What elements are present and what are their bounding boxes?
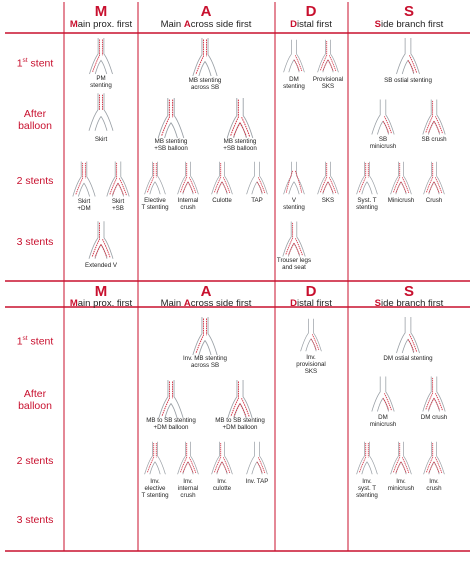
syst-t-diagram-icon: [354, 160, 380, 196]
mb-sb-dm-balloon-1-label-line-0: MB to SB stenting: [146, 417, 196, 424]
inv-syst-t-diagram-icon: [354, 440, 380, 476]
inv-internal-crush-label: [178, 479, 198, 500]
mb-sb-balloon-2-diagram-icon: [224, 98, 256, 138]
inv-syst-t-label: [356, 479, 378, 500]
v-label: [283, 198, 305, 212]
col-s-sub-rest-2: ide branch first: [381, 298, 444, 309]
sb-crush-label: [421, 137, 446, 144]
v-label-line-1: stenting: [283, 203, 305, 211]
inv-minicrush-diagram-icon: [388, 440, 414, 476]
trouser-diagram-icon: [280, 220, 308, 258]
inv-minicrush-label: [388, 479, 414, 493]
inv-prov-sks-label-line-0: Inv.: [306, 354, 316, 361]
row-label-2-stents-2: 2 stents: [16, 455, 54, 467]
skirt-sb-label-line-0: Skirt: [111, 198, 125, 205]
inv-mb-across-sb-label-line-0: Inv. MB stenting: [183, 355, 227, 362]
dm-stenting-label-line-1: stenting: [283, 82, 305, 90]
inv-prov-sks-diagram-icon: [298, 317, 324, 353]
crush-label: [426, 198, 443, 205]
elective-t-label-line-0: Elective: [144, 197, 166, 204]
sb-minicrush-label-line-0: SB: [378, 136, 388, 143]
pm-stenting-label: [90, 76, 112, 90]
col-header-s-sub-2: [375, 299, 444, 309]
inv-minicrush-label-line-0: Inv.: [396, 478, 406, 485]
inv-elective-t-label-line-0: Inv.: [150, 478, 160, 485]
inv-mb-across-sb-label-line-1: across SB: [190, 361, 220, 369]
dm-ostial-diagram-icon: [392, 317, 424, 353]
inv-elective-t-label: [141, 479, 168, 500]
row-label-1-stent: [17, 58, 54, 69]
crush-label-line-0: Crush: [425, 197, 443, 204]
mb-sb-dm-balloon-2-label-line-1: +DM balloon: [222, 423, 258, 431]
inv-crush-label: [426, 479, 441, 493]
sb-minicrush-label-line-1: minicrush: [369, 142, 397, 150]
col-header-s-letter-2: S: [403, 283, 415, 300]
inv-tap-label-line-0: Inv. TAP: [245, 478, 269, 485]
mb-sb-dm-balloon-1-diagram-icon: [155, 380, 187, 418]
col-a-sub-letter: A: [183, 19, 191, 30]
inv-syst-t-label-line-2: stenting: [356, 491, 378, 499]
sb-crush-diagram-icon: [420, 98, 448, 136]
row1b-base: 1: [16, 335, 23, 348]
col-a-sub-rest: cross side first: [190, 19, 252, 30]
sks-label-line-0: SKS: [321, 197, 335, 204]
mb-sb-dm-balloon-1-label: [146, 418, 196, 432]
elective-t-label: [141, 198, 168, 212]
sb-minicrush-diagram-icon: [369, 98, 397, 136]
extended-v-label-line-0: Extended V: [85, 262, 117, 269]
dm-stenting-label: [283, 77, 305, 91]
mb-sb-dm-balloon-2-label-line-0: MB to SB stenting: [215, 417, 265, 424]
extended-v-label: [85, 263, 117, 270]
col-header-s-sub: [375, 20, 444, 30]
culotte-label: [212, 198, 232, 205]
col-s-sub-letter: S: [374, 19, 382, 30]
v-label-line-0: V: [291, 197, 297, 204]
inv-culotte-label: [213, 479, 231, 493]
tap-label-line-0: TAP: [251, 197, 263, 204]
col-header-s-letter: S: [403, 3, 415, 20]
dm-minicrush-diagram-icon: [369, 375, 397, 413]
col-header-d-sub: [290, 20, 332, 30]
dm-ostial-label: [383, 356, 432, 363]
mb-sb-balloon-label-line-0: MB stenting: [154, 138, 188, 145]
syst-t-label: [356, 198, 378, 212]
inv-culotte-diagram-icon: [209, 440, 235, 476]
mb-sb-balloon-label: [154, 139, 188, 153]
crush-diagram-icon: [421, 160, 447, 196]
v-diagram-icon: [281, 160, 307, 196]
dm-stenting-diagram-icon: [281, 38, 307, 74]
col-header-a-sub: [161, 20, 252, 30]
inv-elective-t-diagram-icon: [142, 440, 168, 476]
dm-crush-label-line-0: DM crush: [420, 414, 448, 421]
dm-ostial-label-line-0: DM ostial stenting: [383, 355, 433, 362]
row-label-3-stents: 3 stents: [16, 236, 54, 248]
col-header-a-letter-2: A: [200, 283, 212, 300]
mb-sb-balloon-2-label-line-0: MB stenting: [223, 138, 257, 145]
mb-stenting-across-sb-label-line-1: across SB: [190, 83, 220, 91]
trouser-label-line-0: Trouser legs: [276, 257, 312, 264]
skirt-label-line-0: Skirt: [94, 136, 108, 143]
inv-elective-t-label-line-2: T stenting: [141, 491, 169, 499]
inv-internal-crush-label-line-2: crush: [180, 491, 196, 499]
internal-crush-label-line-1: crush: [180, 203, 196, 211]
dm-stenting-label-line-0: DM: [289, 76, 299, 83]
mb-stenting-across-sb-diagram-icon: [188, 38, 222, 76]
col-d-sub-letter-2: D: [290, 298, 298, 309]
col-header-d-sub-2: [290, 299, 332, 309]
inv-crush-diagram-icon: [421, 440, 447, 476]
col-s-sub-rest: ide branch first: [381, 19, 444, 30]
col-header-m-letter: M: [94, 3, 108, 20]
sb-crush-label-line-0: SB crush: [421, 136, 447, 143]
extended-v-diagram-icon: [86, 220, 116, 260]
provisional-sks-label-line-0: Provisional: [312, 76, 344, 83]
mb-stenting-across-sb-label: [189, 78, 222, 92]
mb-sb-dm-balloon-2-diagram-icon: [224, 380, 256, 418]
col-a-sub-pre: Main: [160, 19, 184, 30]
syst-t-label-line-0: Syst. T: [357, 197, 377, 204]
sb-minicrush-label: [370, 137, 396, 151]
trouser-label: [277, 258, 311, 272]
inv-syst-t-label-line-0: Inv.: [362, 478, 372, 485]
skirt-dm-label-line-0: Skirt: [77, 198, 91, 205]
row1-tail: stent: [27, 57, 54, 70]
inv-prov-sks-label-line-2: SKS: [304, 367, 318, 375]
inv-mb-across-sb-label: [183, 356, 227, 370]
row-label-after-balloon: [18, 108, 52, 132]
mb-sb-balloon-2-label: [223, 139, 257, 153]
inv-crush-label-line-0: Inv.: [429, 478, 439, 485]
inv-internal-crush-diagram-icon: [175, 440, 201, 476]
skirt-sb-diagram-icon: [104, 160, 132, 198]
inv-minicrush-label-line-1: minicrush: [387, 484, 415, 492]
col-header-d-letter: D: [305, 3, 317, 20]
tap-diagram-icon: [244, 160, 270, 196]
elective-t-diagram-icon: [142, 160, 168, 196]
provisional-sks-label-line-1: SKS: [321, 82, 335, 90]
mb-sb-balloon-2-label-line-1: +SB balloon: [223, 144, 257, 152]
inv-culotte-label-line-1: culotte: [212, 484, 232, 492]
col-d-sub-letter: D: [290, 19, 298, 30]
sks-diagram-icon: [315, 160, 341, 196]
tap-label: [251, 198, 263, 205]
skirt-diagram-icon: [86, 92, 116, 132]
skirt-label: [95, 137, 107, 144]
inv-syst-t-label-line-1: syst. T: [357, 484, 377, 492]
row-label-3-stents-2: 3 stents: [16, 514, 54, 526]
col-a-sub-rest-2: cross side first: [190, 298, 252, 309]
col-header-d-letter-2: D: [305, 283, 317, 300]
skirt-sb-label-line-1: +SB: [112, 204, 124, 212]
culotte-label-line-0: Culotte: [212, 197, 232, 204]
elective-t-label-line-1: T stenting: [141, 203, 169, 211]
inv-internal-crush-label-line-0: Inv.: [183, 478, 193, 485]
row1b-sup: st: [22, 335, 28, 342]
row1-base: 1: [16, 57, 23, 70]
inv-tap-label: [246, 479, 269, 486]
skirt-sb-label: [112, 199, 124, 213]
col-header-m-sub-2: [70, 299, 132, 309]
pm-stenting-diagram-icon: [86, 38, 116, 74]
syst-t-label-line-1: stenting: [356, 203, 378, 211]
skirt-dm-diagram-icon: [70, 160, 98, 198]
row1b-tail: stent: [27, 335, 54, 348]
inv-crush-label-line-1: crush: [426, 484, 442, 492]
col-header-a-sub-2: [161, 299, 252, 309]
internal-crush-label-line-0: Internal: [177, 197, 199, 204]
col-a-sub-letter-2: A: [183, 298, 191, 309]
dm-crush-label: [421, 415, 447, 422]
mb-sb-dm-balloon-2-label: [215, 418, 265, 432]
mb-sb-balloon-label-line-1: +SB balloon: [154, 144, 188, 152]
inv-elective-t-label-line-1: elective: [144, 484, 166, 492]
mb-sb-dm-balloon-1-label-line-1: +DM balloon: [153, 423, 189, 431]
sb-ostial-stenting-label-line-0: SB ostial stenting: [384, 77, 432, 84]
col-header-a-letter: A: [200, 3, 212, 20]
row2b-line1: After: [23, 388, 47, 400]
row-label-after-balloon-2: [18, 388, 52, 412]
col-m-sub-rest-2: ain prox. first: [77, 298, 133, 309]
col-header-m-letter-2: M: [94, 283, 108, 300]
trouser-label-line-1: and seat: [282, 263, 306, 271]
culotte-diagram-icon: [209, 160, 235, 196]
mb-stenting-across-sb-label-line-0: MB stenting: [188, 77, 222, 84]
col-m-sub-letter-2: M: [69, 298, 78, 309]
row2b-line2: balloon: [18, 400, 52, 413]
inv-tap-diagram-icon: [244, 440, 270, 476]
col-d-sub-rest: istal first: [297, 19, 332, 30]
row1-sup: st: [22, 57, 28, 64]
skirt-dm-label: [77, 199, 90, 213]
minicrush-label: [388, 198, 414, 205]
internal-crush-diagram-icon: [175, 160, 201, 196]
minicrush-diagram-icon: [388, 160, 414, 196]
provisional-sks-label: [313, 77, 343, 91]
internal-crush-label: [178, 198, 199, 212]
col-s-sub-letter-2: S: [374, 298, 382, 309]
inv-mb-across-sb-diagram-icon: [188, 317, 222, 355]
pm-stenting-label-line-0: PM: [96, 75, 106, 82]
row-label-1-stent-2: [17, 336, 54, 347]
sks-label: [322, 198, 334, 205]
skirt-dm-label-line-1: +DM: [77, 204, 91, 212]
dm-minicrush-label-line-1: minicrush: [369, 420, 397, 428]
col-header-m-sub: [70, 20, 132, 30]
inv-prov-sks-label: [296, 355, 326, 376]
inv-internal-crush-label-line-1: internal: [177, 484, 199, 492]
inv-prov-sks-label-line-1: provisional: [296, 360, 326, 368]
dm-crush-diagram-icon: [420, 375, 448, 413]
sb-ostial-stenting-diagram-icon: [392, 38, 424, 74]
dm-minicrush-label: [370, 415, 396, 429]
dm-minicrush-label-line-0: DM: [378, 414, 388, 421]
provisional-sks-diagram-icon: [315, 38, 341, 74]
minicrush-label-line-0: Minicrush: [387, 197, 415, 204]
col-d-sub-rest-2: istal first: [297, 298, 332, 309]
col-a-sub-pre-2: Main: [160, 298, 184, 309]
row2-line1: After: [23, 108, 47, 120]
col-m-sub-rest: ain prox. first: [77, 19, 133, 30]
inv-culotte-label-line-0: Inv.: [217, 478, 227, 485]
col-m-sub-letter: M: [69, 19, 78, 30]
sb-ostial-stenting-label: [384, 78, 432, 85]
pm-stenting-label-line-1: stenting: [90, 81, 112, 89]
row2-line2: balloon: [18, 120, 52, 133]
mb-sb-balloon-diagram-icon: [155, 98, 187, 138]
row-label-2-stents: 2 stents: [16, 175, 54, 187]
